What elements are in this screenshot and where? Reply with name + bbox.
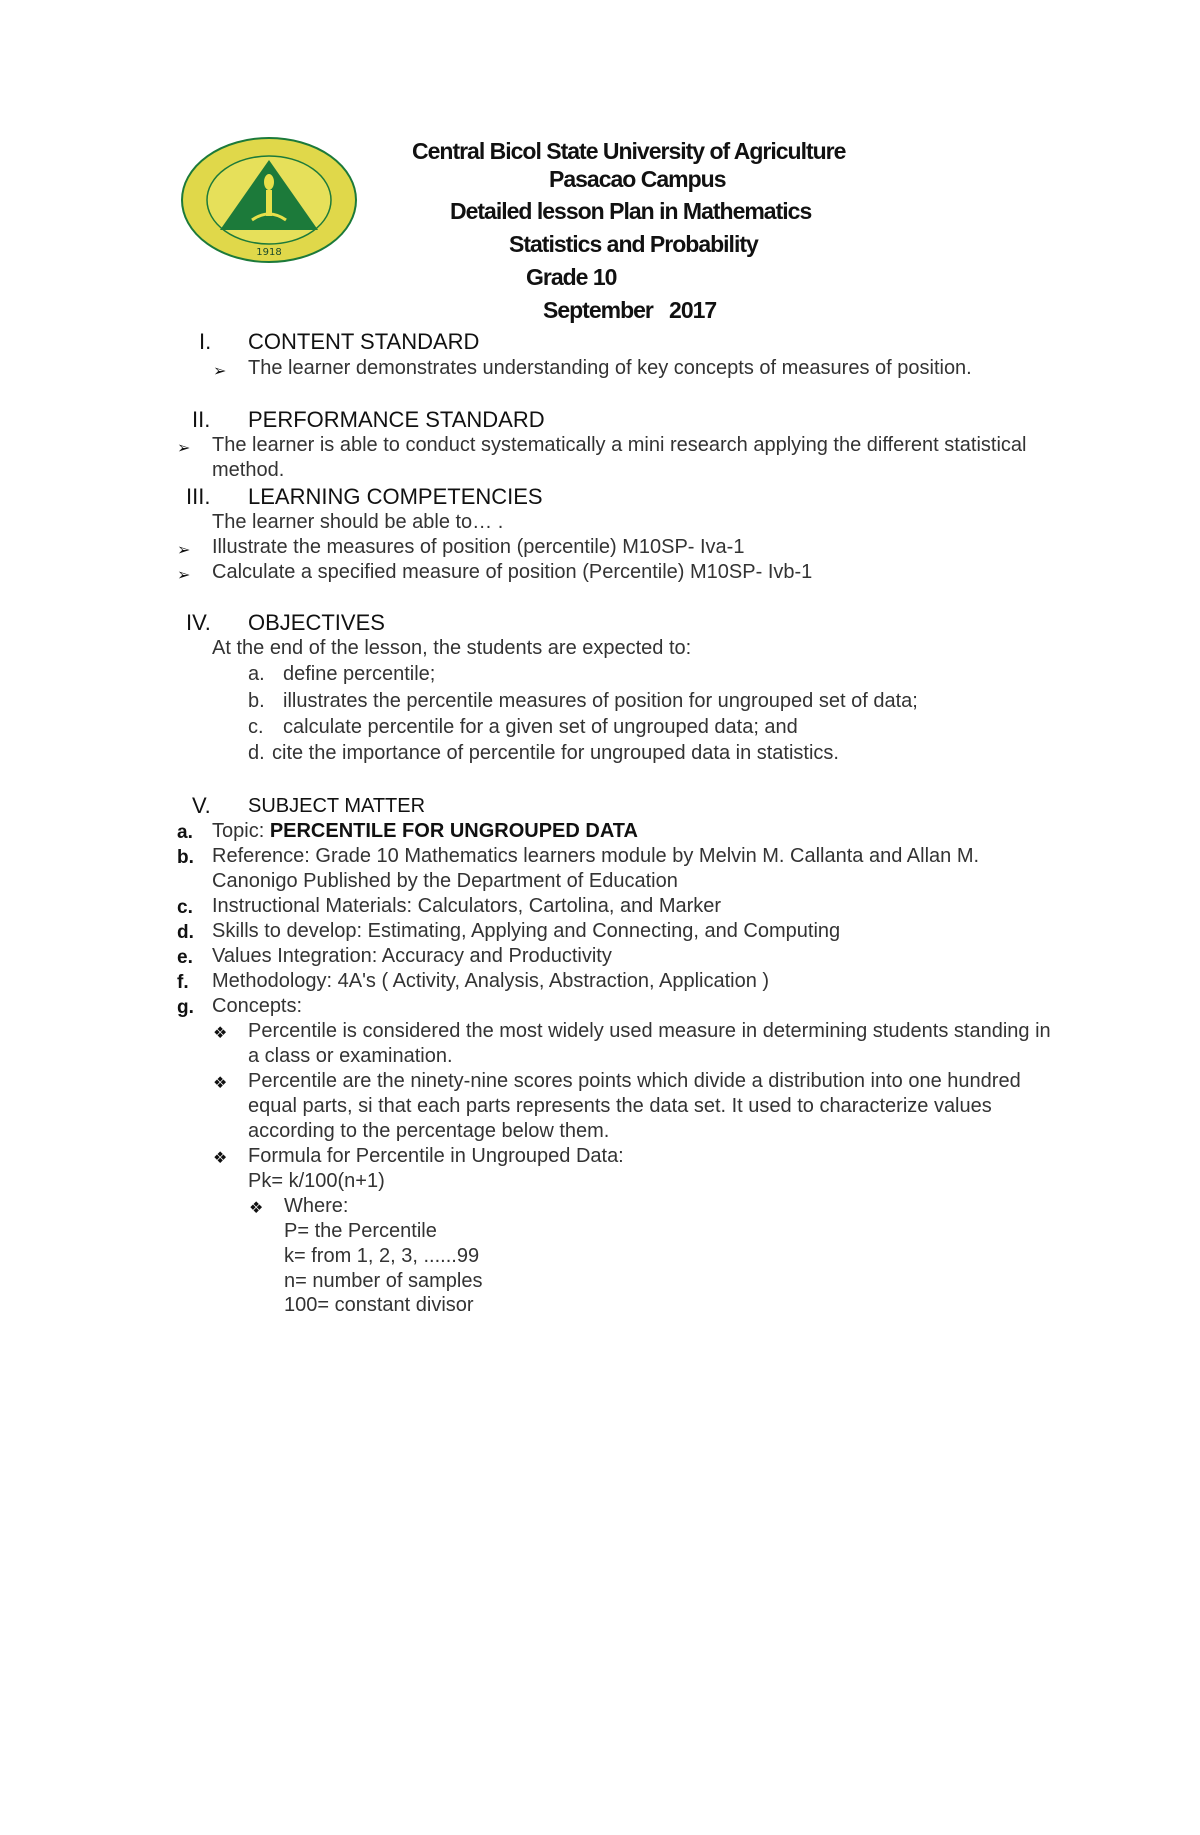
- diamond-bullet-icon: ❖: [213, 1150, 228, 1167]
- arrow-bullet-icon: ➢: [177, 542, 191, 559]
- performance-standard-line1: The learner is able to conduct systematically a mini research applying the different statistical: [212, 434, 1027, 456]
- concept1-line2: a class or examination.: [248, 1045, 453, 1067]
- competency-item: Illustrate the measures of position (percentile) M10SP- Iva-1: [212, 536, 745, 558]
- section-number: V.: [192, 793, 211, 818]
- plan-title: Detailed lesson Plan in Mathematics: [450, 198, 812, 224]
- methodology: Methodology: 4A's ( Activity, Analysis, Abstraction, Application ): [212, 970, 770, 992]
- objective-label: b.: [248, 690, 265, 712]
- concepts-heading: Concepts:: [212, 995, 303, 1017]
- item-label: c.: [177, 897, 193, 918]
- skills-to-develop: Skills to develop: Estimating, Applying and Connecting, and Computing: [212, 920, 841, 942]
- section-title-objectives: OBJECTIVES: [248, 610, 385, 635]
- section-title-subject-matter: SUBJECT MATTER: [248, 795, 426, 817]
- definition-item: 100= constant divisor: [284, 1294, 474, 1316]
- concept2-line2: equal parts, si that each parts represents the data set. It used to characterize values: [248, 1095, 992, 1117]
- definition-item: k= from 1, 2, 3, ......99: [284, 1245, 480, 1267]
- item-label: b.: [177, 847, 194, 868]
- section-number: IV.: [186, 610, 211, 635]
- objective-label: c.: [248, 716, 264, 738]
- item-label: d.: [177, 922, 194, 943]
- concept3-text: Formula for Percentile in Ungrouped Data:: [248, 1145, 624, 1167]
- item-label: f.: [177, 972, 189, 993]
- objective-label: a.: [248, 663, 265, 685]
- section-title-content-standard: CONTENT STANDARD: [248, 329, 480, 354]
- content-standard-text: The learner demonstrates understanding of key concepts of measures of position.: [248, 357, 972, 379]
- subject-title: Statistics and Probability: [509, 231, 758, 257]
- torch-flame-icon: [264, 174, 274, 190]
- objective-text: illustrates the percentile measures of position for ungrouped set of data;: [283, 690, 918, 712]
- topic-prefix: Topic:: [212, 820, 270, 842]
- section-number: II.: [192, 407, 211, 432]
- concept2-line1: Percentile are the ninety-nine scores points which divide a distribution into one hundred: [248, 1070, 1021, 1092]
- campus-name: Pasacao Campus: [549, 166, 726, 192]
- competency-item: Calculate a specified measure of position (Percentile) M10SP- Ivb-1: [212, 561, 813, 583]
- concept2-line3: according to the percentage below them.: [248, 1120, 610, 1142]
- instructional-materials: Instructional Materials: Calculators, Cartolina, and Marker: [212, 895, 722, 917]
- objective-text: cite the importance of percentile for ungrouped data in statistics.: [272, 742, 839, 764]
- competencies-intro: The learner should be able to… .: [212, 511, 504, 533]
- grade-label: Grade 10: [526, 264, 617, 290]
- diamond-bullet-icon: ❖: [213, 1025, 228, 1042]
- item-label: a.: [177, 822, 193, 843]
- arrow-bullet-icon: ➢: [213, 363, 227, 380]
- reference-line2: Canonigo Published by the Department of Education: [212, 870, 678, 892]
- topic-value: PERCENTILE FOR UNGROUPED DATA: [269, 820, 638, 842]
- arrow-bullet-icon: ➢: [177, 440, 191, 457]
- item-label: e.: [177, 947, 193, 968]
- university-name: Central Bicol State University of Agriculture: [412, 138, 846, 164]
- percentile-formula: Pk= k/100(n+1): [248, 1170, 385, 1192]
- values-integration: Values Integration: Accuracy and Productivity: [212, 945, 612, 967]
- performance-standard-line2: method.: [212, 459, 285, 481]
- section-number: III.: [186, 484, 211, 509]
- arrow-bullet-icon: ➢: [177, 567, 191, 584]
- date-label: September 2017: [543, 297, 717, 323]
- section-title-learning-competencies: LEARNING COMPETENCIES: [248, 484, 543, 509]
- objective-text: calculate percentile for a given set of ungrouped data; and: [283, 716, 798, 738]
- university-seal-logo: [180, 136, 358, 264]
- section-title-performance-standard: PERFORMANCE STANDARD: [248, 407, 545, 432]
- diamond-bullet-icon: ❖: [249, 1200, 264, 1217]
- concept1-line1: Percentile is considered the most widely used measure in determining students standing in: [248, 1020, 1051, 1042]
- topic-line: [212, 820, 638, 843]
- definition-item: P= the Percentile: [284, 1220, 437, 1242]
- diamond-bullet-icon: ❖: [213, 1075, 228, 1092]
- where-label: Where:: [284, 1195, 349, 1217]
- definition-item: n= number of samples: [284, 1270, 483, 1292]
- seal-year: 1918: [256, 247, 282, 258]
- section-number: I.: [199, 329, 212, 354]
- torch-handle: [266, 190, 272, 216]
- item-label: g.: [177, 997, 194, 1018]
- objective-label: d.: [248, 742, 265, 764]
- reference-line1: Reference: Grade 10 Mathematics learners module by Melvin M. Callanta and Allan M.: [212, 845, 980, 867]
- objective-text: define percentile;: [283, 663, 436, 685]
- objectives-intro: At the end of the lesson, the students are expected to:: [212, 637, 692, 659]
